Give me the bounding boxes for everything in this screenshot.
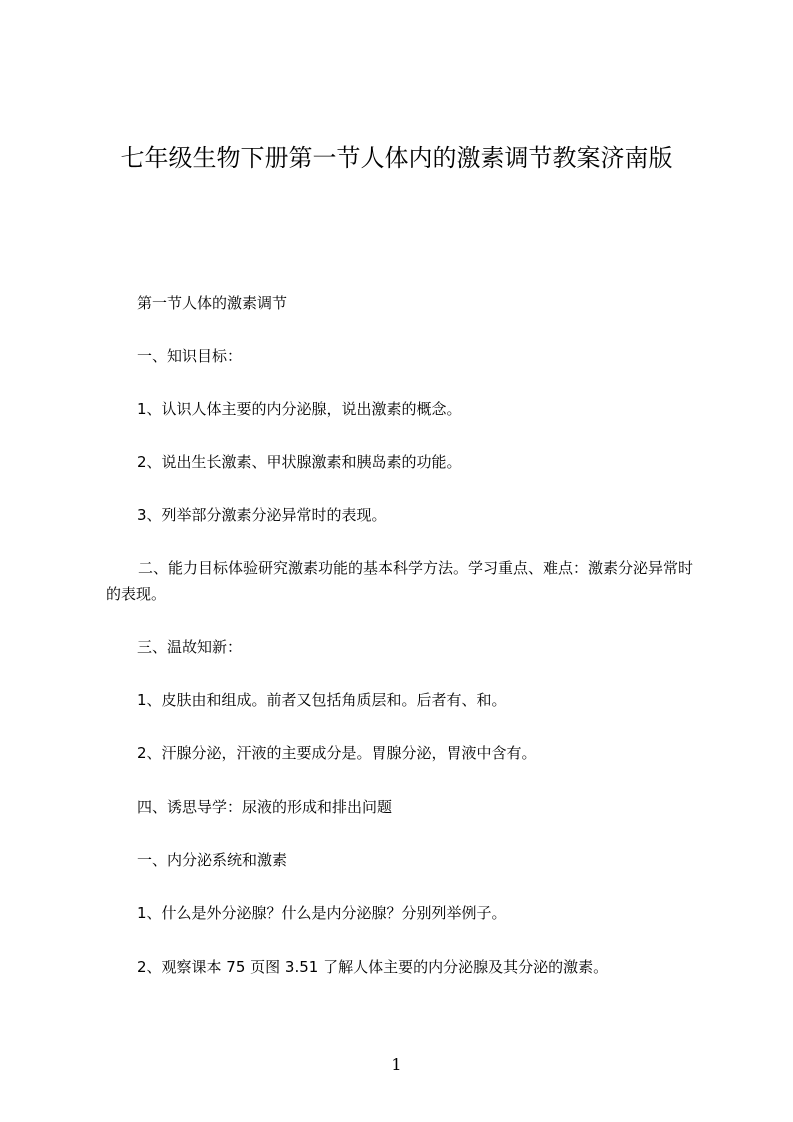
paragraph: 二、能力目标体验研究激素功能的基本科学方法。学习重点、难点：激素分泌异常时的表现。 xyxy=(106,559,694,603)
paragraph: 1、皮肤由和组成。前者又包括角质层和。后者有、和。 xyxy=(137,691,507,709)
page-title: 七年级生物下册第一节人体内的激素调节教案济南版 xyxy=(120,144,673,172)
paragraph: 四、诱思导学：尿液的形成和排出问题 xyxy=(137,798,393,816)
paragraph: 一、知识目标： xyxy=(137,347,243,365)
paragraph: 三、温故知新： xyxy=(137,638,243,656)
paragraph: 1、什么是外分泌腺？什么是内分泌腺？分别列举例子。 xyxy=(137,904,507,922)
paragraph: 2、说出生长激素、甲状腺激素和胰岛素的功能。 xyxy=(137,453,462,471)
paragraph: 3、列举部分激素分泌异常时的表现。 xyxy=(137,506,387,524)
paragraph: 2、汗腺分泌，汗液的主要成分是。胃腺分泌，胃液中含有。 xyxy=(137,744,537,762)
paragraph: 一、内分泌系统和激素 xyxy=(137,851,288,869)
section-heading: 第一节人体的激素调节 xyxy=(137,294,288,312)
paragraph: 2、观察课本 75 页图 3.51 了解人体主要的内分泌腺及其分泌的激素。 xyxy=(137,958,609,976)
paragraph: 1、认识人体主要的内分泌腺，说出激素的概念。 xyxy=(137,400,462,418)
page-number: 1 xyxy=(391,1055,402,1074)
